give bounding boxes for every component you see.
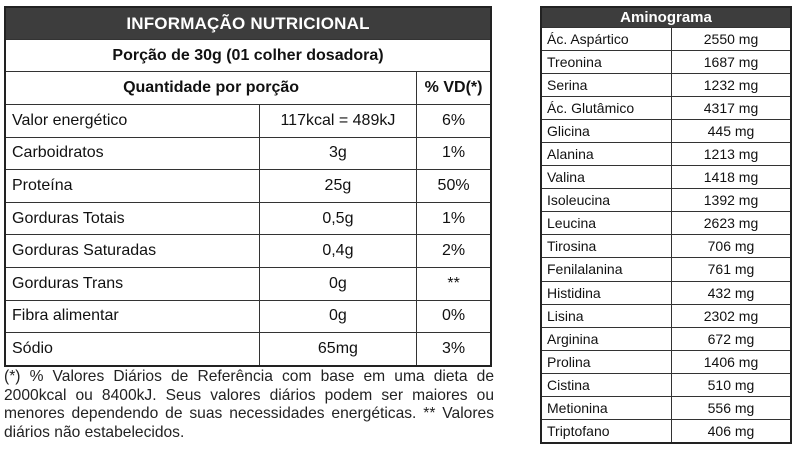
nutrition-row xyxy=(5,137,491,170)
nutrition-row xyxy=(5,333,491,366)
amino-row xyxy=(541,281,791,304)
amino-value: 706 mg xyxy=(672,235,792,258)
nutrient-amount: 65mg xyxy=(259,333,416,366)
amino-row xyxy=(541,258,791,281)
amino-name: Prolina xyxy=(541,350,672,373)
nutrient-name: Valor energético xyxy=(5,105,259,138)
nutrient-vd: 3% xyxy=(417,333,491,366)
amino-row xyxy=(541,74,791,97)
nutrient-vd: 0% xyxy=(417,300,491,333)
amino-row xyxy=(541,350,791,373)
amino-name: Metionina xyxy=(541,396,672,419)
amino-row xyxy=(541,97,791,120)
portion-size: Porção de 30g (01 colher dosadora) xyxy=(5,40,491,72)
amino-name: Treonina xyxy=(541,51,672,74)
nutrient-vd: 1% xyxy=(417,202,491,235)
amino-value: 445 mg xyxy=(672,120,792,143)
amino-value: 432 mg xyxy=(672,281,792,304)
nutrient-name: Gorduras Totais xyxy=(5,202,259,235)
nutrient-amount: 117kcal = 489kJ xyxy=(259,105,416,138)
amino-value: 672 mg xyxy=(672,327,792,350)
nutrient-amount: 0,4g xyxy=(259,235,416,268)
nutrient-amount: 25g xyxy=(259,170,416,203)
nutrient-name: Fibra alimentar xyxy=(5,300,259,333)
amino-value: 1687 mg xyxy=(672,51,792,74)
amino-value: 510 mg xyxy=(672,373,792,396)
amino-name: Arginina xyxy=(541,327,672,350)
amino-name: Cistina xyxy=(541,373,672,396)
aminogram-title: Aminograma xyxy=(541,7,791,28)
nutrient-amount: 3g xyxy=(259,137,416,170)
amino-row xyxy=(541,304,791,327)
nutrient-vd: ** xyxy=(417,267,491,300)
amino-name: Alanina xyxy=(541,143,672,166)
amino-row xyxy=(541,396,791,419)
nutrition-row xyxy=(5,170,491,203)
amino-row xyxy=(541,120,791,143)
amino-value: 2623 mg xyxy=(672,212,792,235)
nutrient-amount: 0g xyxy=(259,300,416,333)
amino-row xyxy=(541,28,791,51)
nutrition-row xyxy=(5,300,491,333)
amino-name: Valina xyxy=(541,166,672,189)
nutrient-name: Proteína xyxy=(5,170,259,203)
amino-value: 1392 mg xyxy=(672,189,792,212)
column-header-vd: % VD(*) xyxy=(417,72,491,105)
amino-name: Leucina xyxy=(541,212,672,235)
amino-value: 4317 mg xyxy=(672,97,792,120)
nutrient-vd: 2% xyxy=(417,235,491,268)
column-header-quantity: Quantidade por porção xyxy=(5,72,417,105)
amino-value: 761 mg xyxy=(672,258,792,281)
amino-value: 1406 mg xyxy=(672,350,792,373)
nutrient-amount: 0,5g xyxy=(259,202,416,235)
amino-value: 556 mg xyxy=(672,396,792,419)
amino-name: Fenilalanina xyxy=(541,258,672,281)
amino-name: Triptofano xyxy=(541,419,672,443)
nutrient-name: Gorduras Trans xyxy=(5,267,259,300)
amino-row xyxy=(541,419,791,443)
nutrient-vd: 6% xyxy=(417,105,491,138)
nutrition-facts-table xyxy=(4,6,492,367)
amino-name: Isoleucina xyxy=(541,189,672,212)
nutrient-name: Sódio xyxy=(5,333,259,366)
amino-name: Serina xyxy=(541,74,672,97)
nutrition-row xyxy=(5,235,491,268)
amino-row xyxy=(541,189,791,212)
nutrient-vd: 1% xyxy=(417,137,491,170)
amino-name: Ác. Glutâmico xyxy=(541,97,672,120)
amino-row xyxy=(541,327,791,350)
amino-value: 1232 mg xyxy=(672,74,792,97)
amino-name: Ác. Aspártico xyxy=(541,28,672,51)
nutrition-row xyxy=(5,105,491,138)
amino-value: 2302 mg xyxy=(672,304,792,327)
amino-row xyxy=(541,235,791,258)
amino-value: 2550 mg xyxy=(672,28,792,51)
nutrient-amount: 0g xyxy=(259,267,416,300)
nutrition-title: INFORMAÇÃO NUTRICIONAL xyxy=(5,7,491,40)
amino-value: 1418 mg xyxy=(672,166,792,189)
amino-row xyxy=(541,373,791,396)
amino-name: Lisina xyxy=(541,304,672,327)
aminogram-table xyxy=(540,6,792,444)
nutrient-name: Carboidratos xyxy=(5,137,259,170)
amino-name: Histidina xyxy=(541,281,672,304)
amino-name: Glicina xyxy=(541,120,672,143)
amino-row xyxy=(541,212,791,235)
amino-row xyxy=(541,143,791,166)
amino-value: 1213 mg xyxy=(672,143,792,166)
nutrition-row xyxy=(5,267,491,300)
nutrition-row xyxy=(5,202,491,235)
nutrient-name: Gorduras Saturadas xyxy=(5,235,259,268)
nutrient-vd: 50% xyxy=(417,170,491,203)
amino-value: 406 mg xyxy=(672,419,792,443)
footnote: (*) % Valores Diários de Referência com base em uma dieta de 2000kcal ou 8400kJ. Seus valores diários podem ser maiores ou menores dependendo de suas necessidades energéticas. ** Valores diários não estabelecidos. xyxy=(4,368,494,441)
amino-row xyxy=(541,51,791,74)
amino-row xyxy=(541,166,791,189)
amino-name: Tirosina xyxy=(541,235,672,258)
